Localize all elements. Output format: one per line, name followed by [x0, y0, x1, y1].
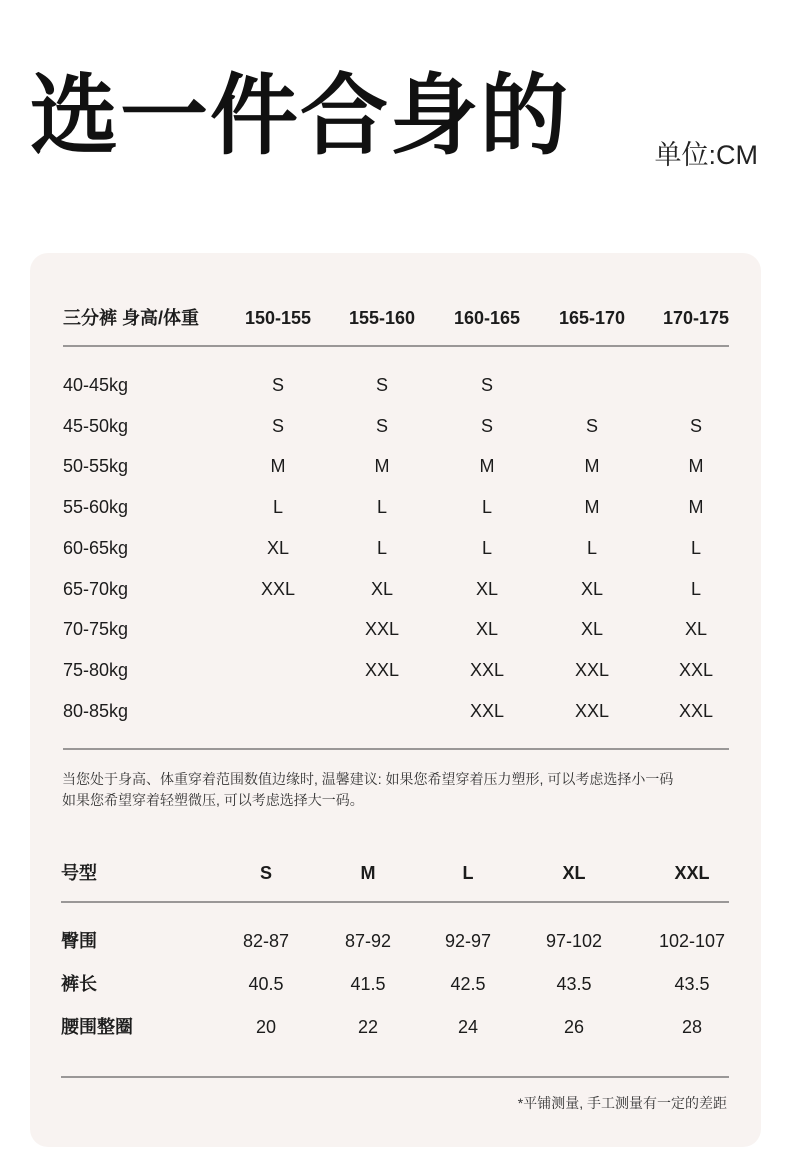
header-cell: L: [462, 863, 474, 883]
measurement-footnote: *平铺测量, 手工测量有一定的差距: [517, 1095, 727, 1111]
table-cell: 22: [357, 1017, 379, 1037]
table-row: [30, 1009, 761, 1045]
table-cell: S: [480, 375, 494, 395]
header-cell: XL: [562, 863, 586, 883]
table-cell: L: [690, 578, 702, 599]
table-cell: M: [584, 456, 600, 477]
table-cell: S: [271, 415, 285, 436]
table-cell: M: [374, 456, 390, 477]
table-cell: 42.5: [450, 974, 486, 994]
header-cell: 号型: [61, 863, 97, 883]
table-cell: M: [688, 497, 704, 518]
table-cell: XXL: [469, 659, 505, 680]
table-row: [30, 367, 761, 403]
header-cell: 160-165: [453, 308, 521, 328]
table-row: [30, 923, 761, 959]
table-cell: XXL: [260, 578, 296, 599]
page-title: 选一件合身的: [30, 66, 571, 165]
row-label: 45-50kg: [63, 415, 129, 436]
table-cell: 20: [255, 1017, 277, 1037]
table-cell: XL: [475, 578, 499, 599]
table-cell: XXL: [574, 700, 610, 721]
table-cell: S: [585, 415, 599, 436]
table-row: [30, 448, 761, 484]
table-cell: 26: [563, 1017, 585, 1037]
size-chart-card: [30, 253, 761, 1147]
table-cell: XXL: [364, 659, 400, 680]
table-row: [30, 652, 761, 688]
table-row: [30, 611, 761, 647]
header-cell: M: [360, 863, 376, 883]
unit-label: 单位:CM: [654, 140, 758, 170]
table-cell: 43.5: [674, 974, 710, 994]
table-cell: XL: [370, 578, 394, 599]
row-label: 腰围整圈: [61, 1017, 133, 1037]
row-label: 40-45kg: [63, 375, 129, 395]
fit-advice-line: 如果您希望穿着轻塑微压, 可以考虑选择大一码。: [62, 792, 364, 808]
table-row: [30, 489, 761, 525]
table-cell: S: [271, 375, 285, 395]
table-cell: XXL: [364, 619, 400, 640]
table-cell: XXL: [678, 659, 714, 680]
table-cell: 28: [681, 1017, 703, 1037]
table-cell: M: [688, 456, 704, 477]
row-label: 70-75kg: [63, 619, 129, 640]
table-cell: L: [376, 537, 388, 558]
table-cell: XL: [580, 578, 604, 599]
header-cell: 三分裤 身高/体重: [63, 308, 200, 328]
table-row: [30, 571, 761, 607]
table-cell: M: [270, 456, 286, 477]
table-cell: 102-107: [658, 931, 726, 951]
table-cell: XL: [475, 619, 499, 640]
table-cell: 97-102: [545, 931, 603, 951]
measure-table-bottom-rule: [61, 1076, 729, 1078]
table-row: [30, 966, 761, 1002]
table-row: [30, 408, 761, 444]
table-cell: M: [584, 497, 600, 518]
header-cell: 170-175: [662, 308, 730, 328]
row-label: 裤长: [61, 974, 97, 994]
table-cell: 40.5: [248, 974, 284, 994]
table-cell: L: [376, 497, 388, 518]
header-cell: 165-170: [558, 308, 626, 328]
table-cell: L: [272, 497, 284, 518]
table-cell: XL: [684, 619, 708, 640]
row-label: 60-65kg: [63, 537, 129, 558]
table-cell: XXL: [678, 700, 714, 721]
row-label: 臀围: [61, 931, 97, 951]
header-cell: 150-155: [244, 308, 312, 328]
fit-advice-line: 当您处于身高、体重穿着范围数值边缘时, 温馨建议: 如果您希望穿着压力塑形, 可以考虑选择小一码: [62, 771, 674, 787]
fit-advice-note: [62, 769, 673, 811]
header-cell: XXL: [674, 863, 710, 883]
table-cell: XL: [266, 537, 290, 558]
table-cell: S: [480, 415, 494, 436]
row-label: 50-55kg: [63, 456, 129, 477]
row-label: 80-85kg: [63, 700, 129, 721]
table-cell: S: [375, 375, 389, 395]
size-table-header-rule: [63, 345, 729, 347]
measure-table-header-rule: [61, 901, 729, 903]
measure-table-header-row: [30, 855, 761, 891]
table-cell: L: [481, 497, 493, 518]
table-cell: XL: [580, 619, 604, 640]
size-table-bottom-rule: [63, 748, 729, 750]
table-cell: 24: [457, 1017, 479, 1037]
table-cell: 92-97: [444, 931, 492, 951]
table-cell: 43.5: [556, 974, 592, 994]
table-cell: L: [481, 537, 493, 558]
table-cell: S: [689, 415, 703, 436]
table-cell: S: [375, 415, 389, 436]
table-cell: 82-87: [242, 931, 290, 951]
table-cell: L: [586, 537, 598, 558]
table-cell: 41.5: [350, 974, 386, 994]
table-cell: XXL: [469, 700, 505, 721]
table-row: [30, 693, 761, 729]
table-cell: L: [690, 537, 702, 558]
table-cell: 87-92: [344, 931, 392, 951]
row-label: 65-70kg: [63, 578, 129, 599]
row-label: 55-60kg: [63, 497, 129, 518]
row-label: 75-80kg: [63, 659, 129, 680]
table-cell: M: [479, 456, 495, 477]
header-cell: 155-160: [348, 308, 416, 328]
table-row: [30, 530, 761, 566]
size-table-header-row: [30, 300, 761, 336]
header-cell: S: [259, 863, 273, 883]
table-cell: XXL: [574, 659, 610, 680]
